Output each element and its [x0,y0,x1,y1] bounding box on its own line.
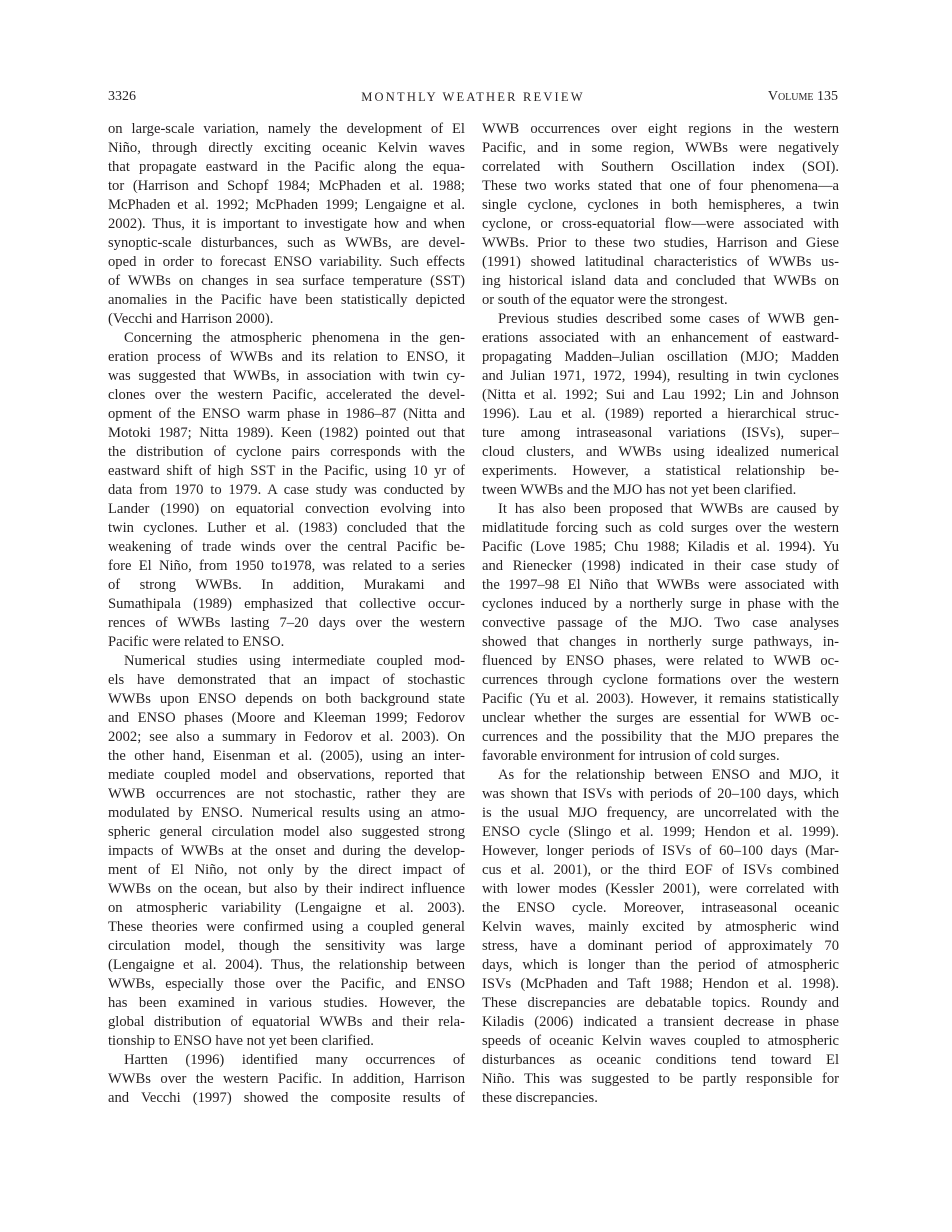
text-line: eastward shift of high SST in the Pacific, using 10 yr of [108,463,465,479]
text-line: on atmospheric variability (Lengaigne et al. 2003). [108,900,465,916]
text-line: cus et al. 2001), or the third EOF of ISVs combined [482,862,839,878]
text-line: tween WWBs and the MJO has not yet been clarified. [482,482,797,498]
text-line: WWBs, especially those over the Pacific, and ENSO [108,976,465,992]
text-line: currences and the possibility that the MJO prepares the [482,729,839,745]
paragraph [108,652,465,1051]
text-line: currences through cyclone formations over the western [482,672,839,688]
text-line: modulated by ENSO. Numerical results using an atmo- [108,805,465,821]
text-line: favorable environment for intrusion of cold surges. [482,748,780,764]
text-line: erations associated with an enhancement of eastward- [482,330,839,346]
text-line: convective passage of the MJO. Two case analyses [482,615,839,631]
text-line: (Nitta et al. 1992; Sui and Lau 1992; Lin and Johnson [482,387,839,403]
text-line: showed that changes in northerly surge pathways, in- [482,634,839,650]
text-line: the other hand, Eisenman et al. (2005), using an inter- [108,748,465,764]
text-line: midlatitude forcing such as cold surges over the western [482,520,839,536]
text-line: mediate coupled model and observations, reported that [108,767,465,783]
text-line: Pacific (Yu et al. 2003). However, it remains statistically [482,691,839,707]
text-line: speeds of oceanic Kelvin waves coupled to atmospheric [482,1033,839,1049]
text-line: and ENSO phases (Moore and Kleeman 1999; Fedorov [108,710,465,726]
text-line: However, longer periods of ISVs of 60–100 days (Mar- [482,843,839,859]
text-line: rences of WWBs lasting 7–20 days over the western [108,615,465,631]
text-line: oped in order to forecast ENSO variability. Such effects [108,254,465,270]
text-line: Pacific, and in some region, WWBs were negatively [482,140,839,156]
text-line: tionship to ENSO have not yet been clarified. [108,1033,374,1049]
text-line: global distribution of equatorial WWBs and their rela- [108,1014,465,1030]
right-column [482,120,839,1108]
text-line: of strong WWBs. In addition, Murakami and [108,577,465,593]
paragraph [108,120,465,329]
text-line: Niño. This was suggested to be partly responsible for [482,1071,839,1087]
text-line: Pacific were related to ENSO. [108,634,285,650]
text-line: WWBs over the western Pacific. In addition, Harrison [108,1071,465,1087]
text-line: 1996). Lau et al. (1989) reported a hierarchical struc- [482,406,839,422]
text-line: twin cyclones. Luther et al. (1983) concluded that the [108,520,465,536]
text-line: Sumathipala (1989) emphasized that collective occur- [108,596,465,612]
text-line: eration process of WWBs and its relation to ENSO, it [108,349,465,365]
left-column [108,120,465,1108]
text-line: WWBs upon ENSO depends on both background state [108,691,465,707]
text-line: has been examined in various studies. However, the [108,995,465,1011]
text-line: and Rienecker (1998) indicated in their case study of [482,558,839,574]
text-line: these discrepancies. [482,1090,598,1106]
text-line: WWBs on the ocean, but also by their indirect influence [108,881,465,897]
text-line: fluenced by ENSO phases, were related to WWB oc- [482,653,839,669]
text-line: Kiladis (2006) indicated a transient decrease in phase [482,1014,839,1030]
text-line: experiments. However, a statistical relationship be- [482,463,839,479]
text-line: the 1997–98 El Niño that WWBs were associated with [482,577,839,593]
text-line: cyclones induced by a northerly surge in phase with the [482,596,839,612]
text-line: els have demonstrated that an impact of stochastic [108,672,465,688]
text-line: Concerning the atmospheric phenomena in the gen- [124,330,465,346]
text-line: on large-scale variation, namely the development of El [108,121,465,137]
text-line: ture among intraseasonal variations (ISVs), super– [482,425,839,441]
text-line: WWBs. Prior to these two studies, Harrison and Giese [482,235,839,251]
text-line: Previous studies described some cases of WWB gen- [498,311,839,327]
running-header [108,89,838,109]
text-line: was suggested that WWBs, in association with twin cy- [108,368,465,384]
text-line: 2002). Thus, it is important to investigate how and when [108,216,465,232]
text-line: cyclone, or cross-equatorial flow—were associated with [482,216,839,232]
text-line: with lower modes (Kessler 2001), were correlated with [482,881,839,897]
text-line: Pacific (Love 1985; Chu 1988; Kiladis et al. 1994). Yu [482,539,839,555]
text-line: of WWBs on changes in sea surface temperature (SST) [108,273,465,289]
text-line: Niño, through directly exciting oceanic Kelvin waves [108,140,465,156]
text-line: the distribution of cyclone pairs corresponds with the [108,444,465,460]
page-number: 3326 [108,89,136,104]
text-line: These theories were confirmed using a coupled general [108,919,465,935]
paragraph [482,500,839,766]
text-line: cloud clusters, and WWBs using idealized numerical [482,444,839,460]
text-line: circulation model, though the sensitivity was large [108,938,465,954]
text-line: 2002; see also a summary in Fedorov et al. 2003). On [108,729,465,745]
text-line: Hartten (1996) identified many occurrences of [124,1052,465,1068]
text-line: propagating Madden–Julian oscillation (MJO; Madden [482,349,839,365]
text-line: stress, have a dominant period of approximately 70 [482,938,839,954]
text-line: fore El Niño, from 1950 to1978, was related to a series [108,558,465,574]
text-line: that propagate eastward in the Pacific along the equa- [108,159,465,175]
text-line: ing historical island data and concluded that WWBs on [482,273,839,289]
text-line: days, which is longer than the period of atmospheric [482,957,839,973]
text-line: Lander (1990) on equatorial convection evolving into [108,501,465,517]
text-line: (1991) showed latitudinal characteristics of WWBs us- [482,254,839,270]
text-line: ISVs (McPhaden and Taft 1988; Hendon et al. 1998). [482,976,839,992]
text-line: (Lengaigne et al. 2004). Thus, the relationship between [108,957,465,973]
text-line: WWB occurrences are not stochastic, rather they are [108,786,465,802]
text-line: impacts of WWBs at the onset and during the develop- [108,843,465,859]
paragraph [482,766,839,1108]
text-line: (Vecchi and Harrison 2000). [108,311,274,327]
paragraph [108,329,465,652]
journal-title: MONTHLY WEATHER REVIEW [361,90,585,104]
text-line: or south of the equator were the strongest. [482,292,728,308]
text-line: and Vecchi (1997) showed the composite results of [108,1090,465,1106]
text-line: opment of the ENSO warm phase in 1986–87 (Nitta and [108,406,465,422]
text-line: McPhaden et al. 1992; McPhaden 1999; Lengaigne et al. [108,197,465,213]
text-line: tor (Harrison and Schopf 1984; McPhaden et al. 1988; [108,178,465,194]
text-line: unclear whether the surges are essential for WWB oc- [482,710,839,726]
text-line: spheric general circulation model also suggested strong [108,824,465,840]
paragraph [482,310,839,500]
paragraph [108,1051,465,1108]
text-line: anomalies in the Pacific have been statistically depicted [108,292,465,308]
text-line: Motoki 1987; Nitta 1989). Keen (1982) pointed out that [108,425,465,441]
text-line: These two works stated that one of four phenomena—a [482,178,839,194]
text-line: As for the relationship between ENSO and MJO, it [498,767,839,783]
text-line: the ENSO cycle. Moreover, intraseasonal oceanic [482,900,839,916]
paragraph [482,120,839,310]
text-line: WWB occurrences over eight regions in the western [482,121,839,137]
text-line: single cyclone, cyclones in both hemispheres, a twin [482,197,839,213]
text-line: These discrepancies are debatable topics. Roundy and [482,995,839,1011]
text-line: synoptic-scale disturbances, such as WWBs, are devel- [108,235,465,251]
text-line: and Julian 1971, 1972, 1994), resulting in twin cyclones [482,368,839,384]
text-line: ENSO cycle (Slingo et al. 1999; Hendon et al. 1999). [482,824,839,840]
text-line: Numerical studies using intermediate coupled mod- [124,653,465,669]
text-line: data from 1970 to 1979. A case study was conducted by [108,482,465,498]
text-line: clones over the western Pacific, accelerated the devel- [108,387,465,403]
text-line: was shown that ISVs with periods of 20–100 days, which [482,786,839,802]
text-line: It has also been proposed that WWBs are caused by [498,501,839,517]
volume-label: Volume 135 [767,89,838,104]
text-line: weakening of trade winds over the central Pacific be- [108,539,465,555]
text-line: disturbances as oceanic conditions tend toward El [482,1052,839,1068]
text-line: is the usual MJO frequency, are uncorrelated with the [482,805,839,821]
text-line: Kelvin waves, mainly excited by atmospheric wind [482,919,839,935]
text-line: ment of El Niño, not only by the direct impact of [108,862,465,878]
text-line: correlated with Southern Oscillation index (SOI). [482,159,839,175]
